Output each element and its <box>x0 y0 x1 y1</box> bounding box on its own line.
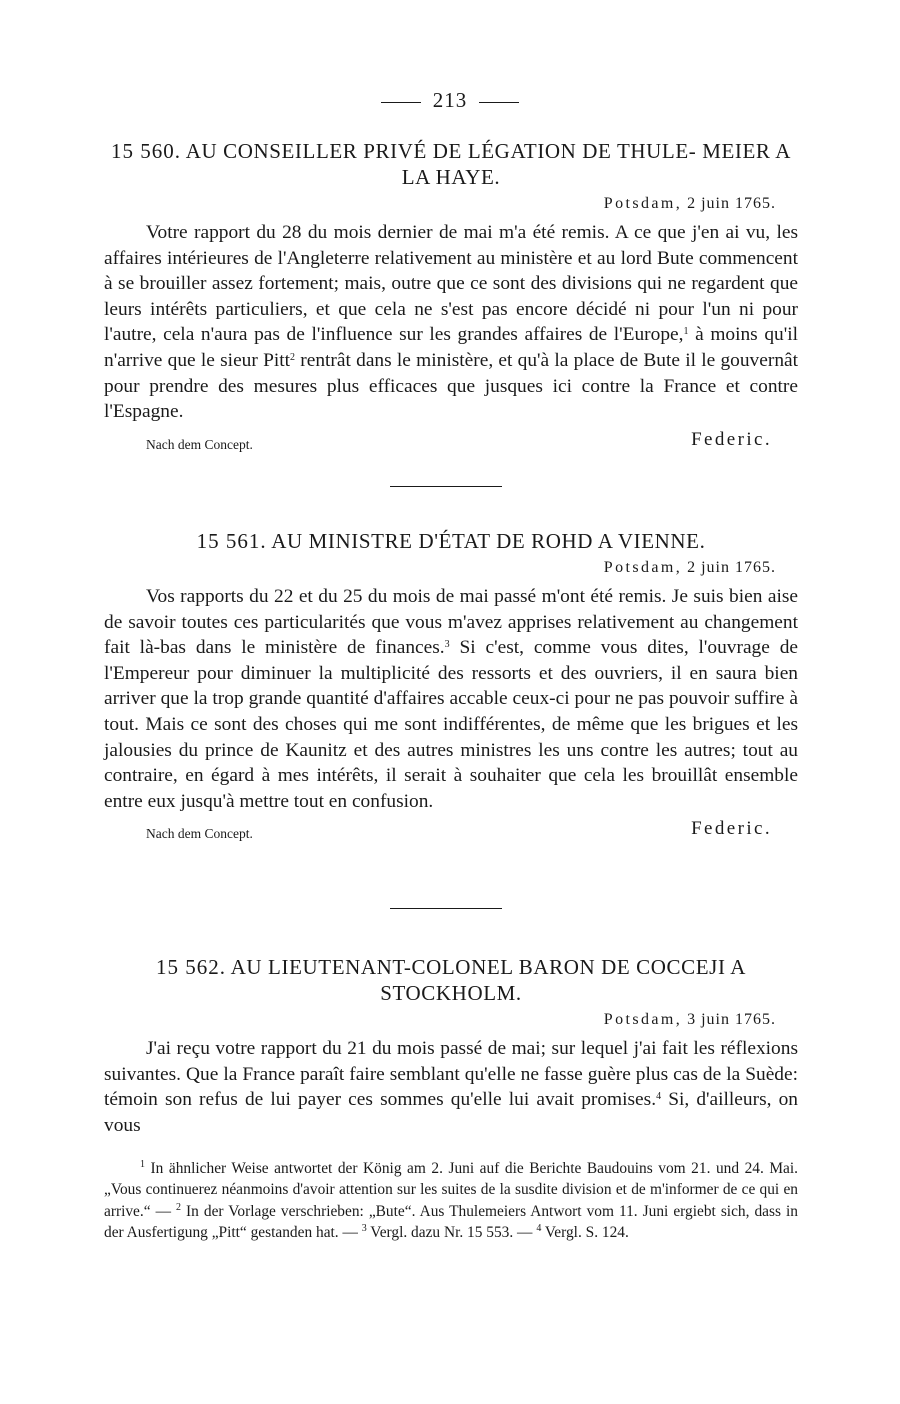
letter-body <box>104 220 798 425</box>
letter-number: 15 562. <box>155 955 226 979</box>
text-run: In der Vorlage verschrieben: „Bute“. Aus Thulemeiers Antwort vom 11. Juni ergiebt sich, dass in der Ausfertigung „Pitt“ gestanden hat. — <box>104 1202 798 1242</box>
text-run: Vos rapports du 22 et du 25 du mois de mai passé m'ont été remis. Je suis bien aise de savoir toutes ces particularités que vous m'avez apprises relativement au changement fait là-bas dans le ministère de finances. <box>104 586 798 659</box>
letter-date: 3 juin 1765. <box>687 1011 776 1028</box>
letter-heading <box>104 954 798 1006</box>
letter-number: 15 561. <box>196 529 267 553</box>
letter-place: Potsdam, <box>603 195 683 212</box>
letter-place: Potsdam, <box>603 559 683 576</box>
letter-body <box>104 584 798 814</box>
footnote-marker: 3 <box>444 639 450 651</box>
letter-signature: Federic. <box>691 428 772 450</box>
page-number-rule-left <box>381 102 421 103</box>
page-number-rule-right <box>479 102 519 103</box>
footnotes <box>104 1158 798 1244</box>
text-run: Si, d'ailleurs, on vous <box>104 1089 798 1136</box>
letter-source: Nach dem Concept. <box>146 826 253 842</box>
footnote-marker: 2 <box>290 351 296 363</box>
letter-dateline <box>104 1008 776 1032</box>
text-run: In ähnlicher Weise antwortet der König am 2. Juni auf die Berichte Baudouins vom 21. und 24. Mai. „Vous continuerez néanmoins d'avoir attention sur les suites de la susdite division et de m'informer de ce qui en arrive.“ — <box>104 1160 798 1220</box>
letter-heading <box>104 528 798 554</box>
text-run: J'ai reçu votre rapport du 21 du mois passé de mai; sur lequel j'ai fait les réflexions suivantes. Que la France paraît faire semblant qu'elle ne fasse guère plus cas de la Suède: témoin son refus de lui payer ces sommes qu'elle lui avait promises. <box>104 1038 798 1111</box>
section-separator <box>390 486 502 487</box>
letter-date: 2 juin 1765. <box>687 559 776 576</box>
letter-dateline <box>104 192 776 216</box>
letter-heading <box>104 138 798 190</box>
letter-closing <box>104 818 798 846</box>
letter-title: AU CONSEILLER PRIVÉ DE LÉGATION DE THULE- MEIER A LA HAYE. <box>185 139 791 189</box>
text-run: Vergl. S. 124. <box>541 1224 629 1242</box>
letter-15560 <box>104 138 798 457</box>
text-run: rentrât dans le ministère, et qu'à la place de Bute il le gouvernât pour prendre des mesures plus efficaces que jusques ici contre la France et contre l'Espagne. <box>104 349 799 423</box>
text-run: à moins qu'il n'arrive que le sieur Pitt <box>104 324 798 371</box>
text-run: Votre rapport du 28 du mois dernier de mai m'a été remis. A ce que j'en ai vu, les affaires intérieures de l'Angleterre relativement au ministère et au lord Bute commencent à se brouiller assez fortement; mais, outre que ce sont des divisions qui ne regardent que leurs intérêts particuliers, et que cela ne s'est pas encore décidé ni pour l'un ni pour l'autre, cela n'aura pas de l'influence sur les grandes affaires de l'Europe, <box>104 222 798 346</box>
letter-source: Nach dem Concept. <box>146 436 253 452</box>
letter-dateline <box>104 556 776 580</box>
page-number <box>0 88 900 113</box>
letter-place: Potsdam, <box>603 1011 683 1028</box>
footnote-marker: 1 <box>140 1159 145 1170</box>
footnote-marker: 3 <box>361 1223 367 1235</box>
letter-number: 15 560. <box>111 139 181 163</box>
letter-15562 <box>104 954 798 1138</box>
letter-title: AU LIEUTENANT-COLONEL BARON DE COCCEJI A STOCKHOLM. <box>230 955 747 1005</box>
footnote-marker: 4 <box>656 1091 662 1103</box>
letter-15561 <box>104 528 798 846</box>
letter-closing <box>104 429 798 457</box>
footnote-marker: 4 <box>536 1223 542 1235</box>
letter-date: 2 juin 1765. <box>687 195 776 212</box>
page-number-text: 213 <box>432 88 468 112</box>
footnote-marker: 2 <box>176 1201 182 1213</box>
text-run: Vergl. dazu Nr. 15 553. — <box>366 1224 537 1242</box>
section-separator <box>390 908 502 909</box>
letter-title: AU MINISTRE D'ÉTAT DE ROHD A VIENNE. <box>271 529 706 553</box>
text-run: Si c'est, comme vous dites, l'ouvrage de l'Empereur pour diminuer la multiplicité des ressorts et des ouvriers, il en saura bien arriver que la trop grande quantité d'affaires accable ceux-ci pour ne pas pouvoir suffire à tout. Mais ce sont des choses qui me sont indifférentes, de même que les brigues et les jalousies du prince de Kaunitz et des autres ministres les uns contre les autres; tout au contraire, en égard à mes intérêts, il serait à souhaiter que cela les brouillât ensemble entre eux jusqu'à mettre tout en confusion. <box>104 637 799 812</box>
footnote-marker: 1 <box>683 326 689 338</box>
letter-signature: Federic. <box>691 818 772 840</box>
letter-body <box>104 1036 798 1138</box>
